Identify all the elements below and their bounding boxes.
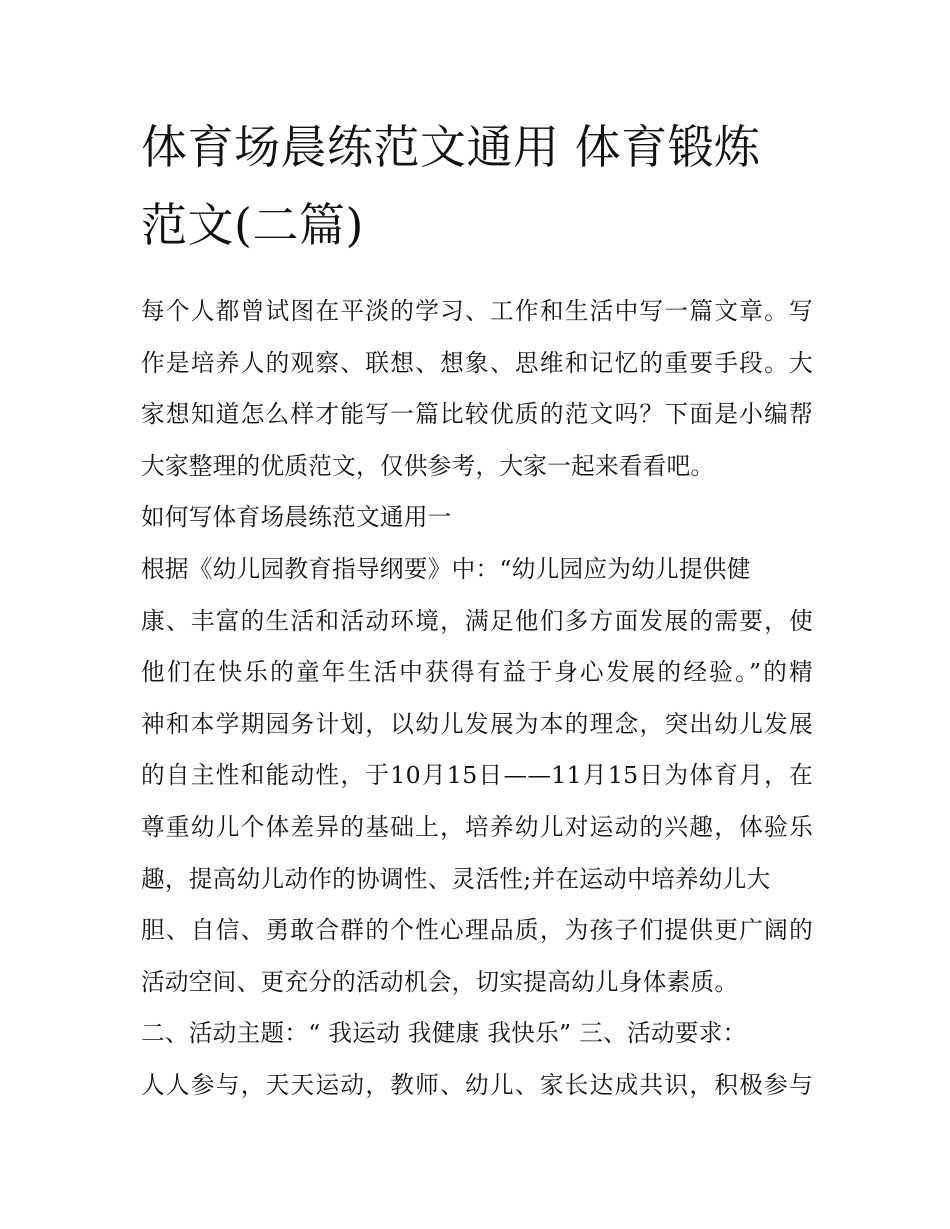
document-title bbox=[141, 108, 813, 264]
body-line: 的自主性和能动性，于10月15日——11月15日为体育月，在 bbox=[141, 761, 813, 790]
document-page bbox=[141, 108, 813, 1112]
body-line: 人人参与，天天运动，教师、幼儿、家长达成共识，积极参与 bbox=[141, 1070, 813, 1099]
body-line: 每个人都曾试图在平淡的学习、工作和生活中写一篇文章。写 bbox=[141, 297, 813, 325]
body-line: 大家整理的优质范文，仅供参考，大家一起来看看吧。 bbox=[141, 451, 715, 480]
body-line: 他们在快乐的童年生活中获得有益于身心发展的经验。”的精 bbox=[141, 658, 813, 687]
body-line: 趣，提高幼儿动作的协调性、灵活性;并在运动中培养幼儿大 bbox=[141, 864, 771, 893]
body-line: 活动空间、更充分的活动机会，切实提高幼儿身体素质。 bbox=[141, 967, 739, 996]
body-line: 二、活动主题：“ 我运动 我健康 我快乐” 三、活动要求： bbox=[141, 1019, 747, 1048]
body-line: 尊重幼儿个体差异的基础上，培养幼儿对运动的兴趣，体验乐 bbox=[141, 812, 813, 841]
body-line: 根据《幼儿园教育指导纲要》中：“幼儿园应为幼儿提供健 bbox=[141, 554, 751, 583]
body-line: 神和本学期园务计划，以幼儿发展为本的理念，突出幼儿发展 bbox=[141, 709, 813, 738]
title-line: 体育场晨练范文通用 体育锻炼 bbox=[141, 120, 761, 174]
body-line: 康、丰富的生活和活动环境，满足他们多方面发展的需要，使 bbox=[141, 606, 813, 635]
title-line: 范文(二篇) bbox=[141, 198, 364, 252]
section-heading: 如何写体育场晨练范文通用一 bbox=[141, 503, 452, 532]
body-line: 作是培养人的观察、联想、想象、思维和记忆的重要手段。大 bbox=[141, 348, 813, 377]
document-body bbox=[141, 286, 813, 1112]
body-line: 胆、自信、勇敢合群的个性心理品质，为孩子们提供更广阔的 bbox=[141, 916, 813, 945]
body-line: 家想知道怎么样才能写一篇比较优质的范文吗？下面是小编帮 bbox=[141, 400, 813, 429]
